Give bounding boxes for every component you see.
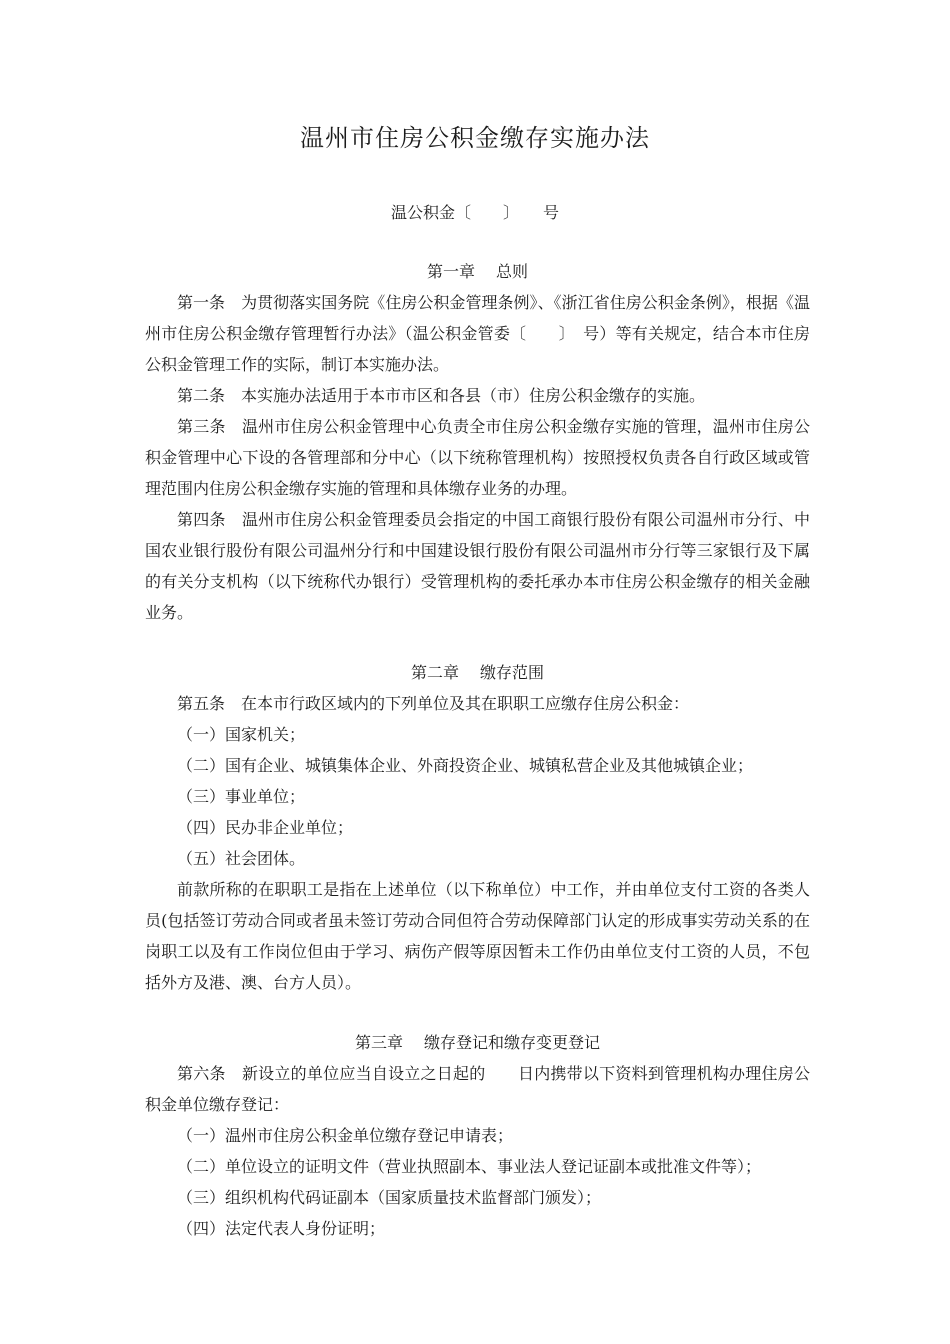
article-4: 第四条 温州市住房公积金管理委员会指定的中国工商银行股份有限公司温州市分行、中国农业银行股份有限公司温州分行和中国建设银行股份有限公司温州市分行等三家银行及下属的有关分支机构（以下统称代办银行）受管理机构的委托承办本市住房公积金缴存的相关金融业务。 bbox=[145, 510, 810, 622]
list-item: （三）事业单位； bbox=[177, 787, 306, 806]
list-item: （一）温州市住房公积金单位缴存登记申请表； bbox=[177, 1126, 514, 1145]
list-item: （五）社会团体。 bbox=[177, 849, 306, 868]
article-6: 第六条 新设立的单位应当自设立之日起的 日内携带以下资料到管理机构办理住房公积金单位缴存登记： bbox=[145, 1064, 810, 1114]
article-3: 第三条 温州市住房公积金管理中心负责全市住房公积金缴存实施的管理，温州市住房公积金管理中心下设的各管理部和分中心（以下统称管理机构）按照授权负责各自行政区域或管理范围内住房公积金缴存实施的管理和具体缴存业务的办理。 bbox=[145, 417, 810, 498]
chapter-heading: 第三章 缴存登记和缴存变更登记 bbox=[354, 1033, 601, 1052]
list-item: （一）国家机关； bbox=[177, 725, 306, 744]
chapter-1 bbox=[145, 256, 810, 628]
chapter-heading: 第一章 总则 bbox=[426, 262, 529, 281]
article-5: 第五条 在本市行政区域内的下列单位及其在职职工应缴存住房公积金： bbox=[177, 694, 690, 713]
list-item: （二）单位设立的证明文件（营业执照副本、事业法人登记证副本或批准文件等）； bbox=[177, 1157, 762, 1176]
document-number: 温公积金〔 〕 号 bbox=[390, 203, 559, 222]
list-item: （三）组织机构代码证副本（国家质量技术监督部门颁发）； bbox=[177, 1188, 602, 1207]
chapter-2 bbox=[145, 657, 810, 998]
list-item: （四）民办非企业单位； bbox=[177, 818, 354, 837]
list-item: （二）国有企业、城镇集体企业、外商投资企业、城镇私营企业及其他城镇企业； bbox=[177, 756, 754, 775]
chapter-3 bbox=[145, 1027, 810, 1244]
document-title: 温州市住房公积金缴存实施办法 bbox=[300, 124, 650, 152]
chapter-heading: 第二章 缴存范围 bbox=[410, 663, 545, 682]
definition-paragraph: 前款所称的在职职工是指在上述单位（以下称单位）中工作，并由单位支付工资的各类人员(包括签订劳动合同或者虽未签订劳动合同但符合劳动保障部门认定的形成事实劳动关系的在岗职工以及有工作岗位但由于学习、病伤产假等原因暂未工作仍由单位支付工资的人员，不包括外方及港、澳、台方人员）。 bbox=[145, 880, 810, 992]
document-body bbox=[145, 256, 810, 1244]
article-2: 第二条 本实施办法适用于本市市区和各县（市）住房公积金缴存的实施。 bbox=[177, 386, 706, 405]
article-1: 第一条 为贯彻落实国务院《住房公积金管理条例》、《浙江省住房公积金条例》，根据《温州市住房公积金缴存管理暂行办法》（温公积金管委〔 〕 号）等有关规定，结合本市住房公积金管理工作的实际，制订本实施办法。 bbox=[145, 293, 810, 374]
list-item: （四）法定代表人身份证明； bbox=[177, 1219, 386, 1238]
